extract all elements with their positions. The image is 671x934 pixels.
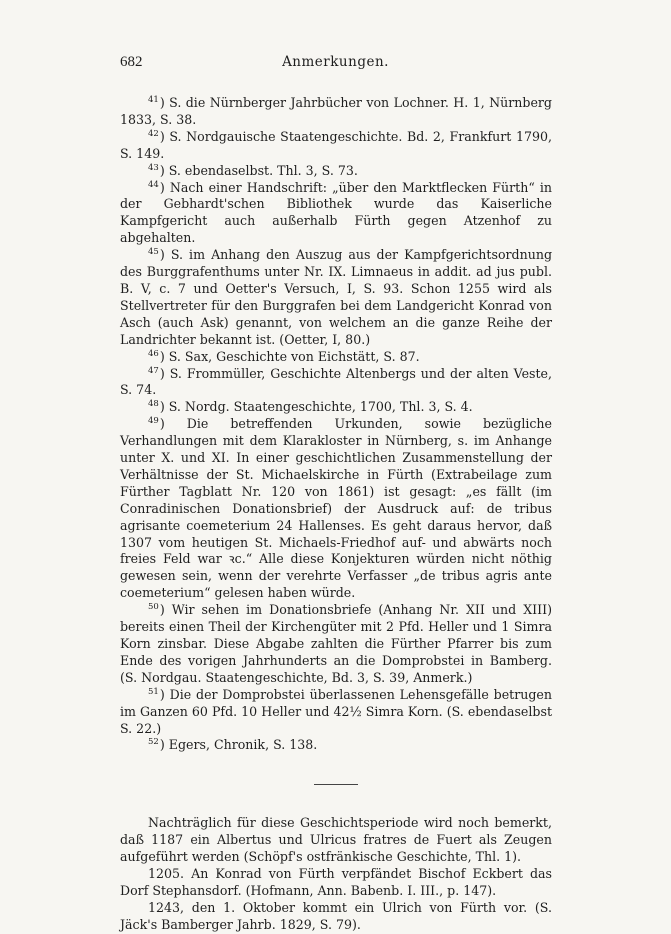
footnote: $^{42}$) S. Nordgauische Staatengeschichte. Bd. 2, Frankfurt 1790, S. 149. [120, 128, 552, 161]
footnote-text: S. die Nürnberger Jahrbücher von Lochner. H. 1, Nürnberg 1833, S. 38. [120, 95, 552, 127]
footnote-number: 46 [148, 348, 159, 359]
addendum-paragraph: Nachträglich für diese Geschichtsperiode wird noch bemerkt, daß 1187 ein Albertus und Ulricus fratres de Fuert als Zeugen aufgeführt werden (Schöpf's ostfränkische Geschichte, Thl. 1). [120, 815, 552, 865]
footnote-number: 42 [148, 128, 159, 139]
running-title: Anmerkungen. [282, 54, 389, 70]
footnote: $^{43}$) S. ebendaselbst. Thl. 3, S. 73. [148, 162, 358, 178]
page-number: 682 [120, 54, 143, 70]
footnote-text: S. im Anhang den Auszug aus der Kampfgerichtsordnung des Burggrafenthums unter Nr. IX. Limnaeus in addit. ad jus publ. B. V, c. 7 und Oetter's Versuch, I, S. 93. Schon 1255 wird als Stellvertreter für den Burggrafen bei dem Landgericht Konrad von Asch (auch Ask) genannt, von welchem an die ganze Reihe der Landrichter bekannt ist. (Oetter, I, 80.) [120, 247, 553, 347]
footnote-text: S. ebendaselbst. Thl. 3, S. 73. [168, 162, 358, 178]
footnote-number: 43 [148, 162, 159, 173]
footnote-text: Die betreffenden Urkunden, sowie bezügliche Verhandlungen mit dem Klarakloster in Nürnberg, s. im Anhange unter X. und XI. In einer geschichtlichen Zusammenstellung der Verhältnisse der St. Michaelskirche in Fürth (Extrabeilage zum Fürther Tagblatt Nr. 120 von 1861) ist gesagt: „es fällt (im Conradinischen Donationsbrief) der Ausdruck auf: de tribus agrisante coemeterium 24 Hallenses. Es geht daraus hervor, daß 1307 vom heutigen St. Michaels-Friedhof auf- und abwärts noch freies Feld war ꝛc.“ Alle diese Konjekturen würden nicht nöthig gewesen sein, wenn der verehrte Verfasser „de tribus agris ante coemeterium“ gelesen haben würde. [120, 416, 552, 601]
page-body [120, 95, 552, 934]
footnote: $^{52}$) Egers, Chronik, S. 138. [148, 737, 318, 753]
footnote-number: 50 [148, 602, 159, 613]
footnote: $^{44}$) Nach einer Handschrift: „über den Marktflecken Fürth“ in der Gebhardt'schen Bibliothek wurde das Kaiserliche Kampfgericht auch außerhalb Fürth gegen Atzenhof zu abgehalten. [120, 179, 552, 246]
footnote-number: 49 [148, 416, 159, 427]
footnote-number: 47 [148, 365, 159, 376]
footnote-text: S. Nordg. Staatengeschichte, 1700, Thl. 3, S. 4. [168, 399, 473, 415]
footnote-text: S. Frommüller, Geschichte Altenbergs und der alten Veste, S. 74. [120, 365, 552, 398]
footnote: $^{49}$) Die betreffenden Urkunden, sowie bezügliche Verhandlungen mit dem Klarakloster in Nürnberg, s. im Anhange unter X. und XI. In einer geschichtlichen Zusammenstellung der Verhältnisse der St. Michaelskirche in Fürth (Extrabeilage zum Fürther Tagblatt Nr. 120 von 1861) ist gesagt: „es fällt (im Conradinischen Donationsbrief) der Ausdruck auf: de tribus agrisante coemeterium 24 Hallenses. Es geht daraus hervor, daß 1307 vom heutigen St. Michaels-Friedhof auf- und abwärts noch freies Feld war ꝛc.“ Alle diese Konjekturen würden nicht nöthig gewesen sein, wenn der verehrte Verfasser „de tribus agris ante coemeterium“ gelesen haben würde. [120, 416, 552, 601]
footnote: $^{41}$) S. die Nürnberger Jahrbücher von Lochner. H. 1, Nürnberg 1833, S. 38. [120, 95, 552, 127]
footnote-text: Wir sehen im Donationsbriefe (Anhang Nr. XII und XIII) bereits einen Theil der Kirchengüter mit 2 Pfd. Heller und 1 Simra Korn zinsbar. Diese Abgabe zahlten die Fürther Pfarrer bis zum Ende des vorigen Jahrhunderts an die Domprobstei in Bamberg. (S. Nordgau. Staatengeschichte, Bd. 3, S. 39, Anmerk.) [120, 602, 552, 685]
footnote: $^{50}$) Wir sehen im Donationsbriefe (Anhang Nr. XII und XIII) bereits einen Theil der Kirchengüter mit 2 Pfd. Heller und 1 Simra Korn zinsbar. Diese Abgabe zahlten die Fürther Pfarrer bis zum Ende des vorigen Jahrhunderts an die Domprobstei in Bamberg. (S. Nordgau. Staatengeschichte, Bd. 3, S. 39, Anmerk.) [120, 602, 552, 685]
footnote-number: 41 [148, 95, 159, 105]
addendum [120, 815, 552, 933]
addendum-paragraph: 1243, den 1. Oktober kommt ein Ulrich von Fürth vor. (S. Jäck's Bamberger Jahrb. 1829, S. 79). [120, 899, 552, 932]
footnote: $^{48}$) S. Nordg. Staatengeschichte, 1700, Thl. 3, S. 4. [148, 399, 473, 415]
footnote-text: Nach einer Handschrift: „über den Marktflecken Fürth“ in der Gebhardt'schen Bibliothek wurde das Kaiserliche Kampfgericht auch außerhalb Fürth gegen Atzenhof zu abgehalten. [120, 179, 552, 246]
footnote-text: Die der Domprobstei überlassenen Lehensgefälle betrugen im Ganzen 60 Pfd. 10 Heller und 42½ Simra Korn. (S. ebendaselbst S. 22.) [120, 686, 552, 736]
footnote: $^{51}$) Die der Domprobstei überlassenen Lehensgefälle betrugen im Ganzen 60 Pfd. 10 Heller und 42½ Simra Korn. (S. ebendaselbst S. 22.) [120, 686, 552, 736]
footnote-text: Egers, Chronik, S. 138. [168, 737, 318, 753]
footnote: $^{47}$) S. Frommüller, Geschichte Altenbergs und der alten Veste, S. 74. [120, 365, 552, 398]
footnote-number: 44 [148, 179, 159, 190]
footnote-number: 45 [148, 247, 159, 258]
section-divider [314, 784, 358, 785]
footnote-number: 51 [148, 686, 159, 697]
footnote-number: 52 [148, 737, 159, 748]
page-header [120, 54, 551, 74]
footnote-text: S. Nordgauische Staatengeschichte. Bd. 2, Frankfurt 1790, S. 149. [120, 128, 552, 161]
footnote: $^{46}$) S. Sax, Geschichte von Eichstätt, S. 87. [148, 348, 420, 364]
footnotes [120, 95, 552, 754]
footnote: $^{45}$) S. im Anhang den Auszug aus der Kampfgerichtsordnung des Burggrafenthums unter Nr. IX. Limnaeus in addit. ad jus publ. B. V, c. 7 und Oetter's Versuch, I, S. 93. Schon 1255 wird als Stellvertreter für den Burggrafen bei dem Landgericht Konrad von Asch (auch Ask) genannt, von welchem an die ganze Reihe der Landrichter bekannt ist. (Oetter, I, 80.) [120, 247, 553, 347]
addendum-paragraph: 1205. An Konrad von Fürth verpfändet Bischof Eckbert das Dorf Stephansdorf. (Hofmann, Ann. Babenb. I. III., p. 147). [120, 866, 552, 898]
footnote-number: 48 [148, 399, 159, 410]
footnote-text: S. Sax, Geschichte von Eichstätt, S. 87. [168, 348, 420, 364]
